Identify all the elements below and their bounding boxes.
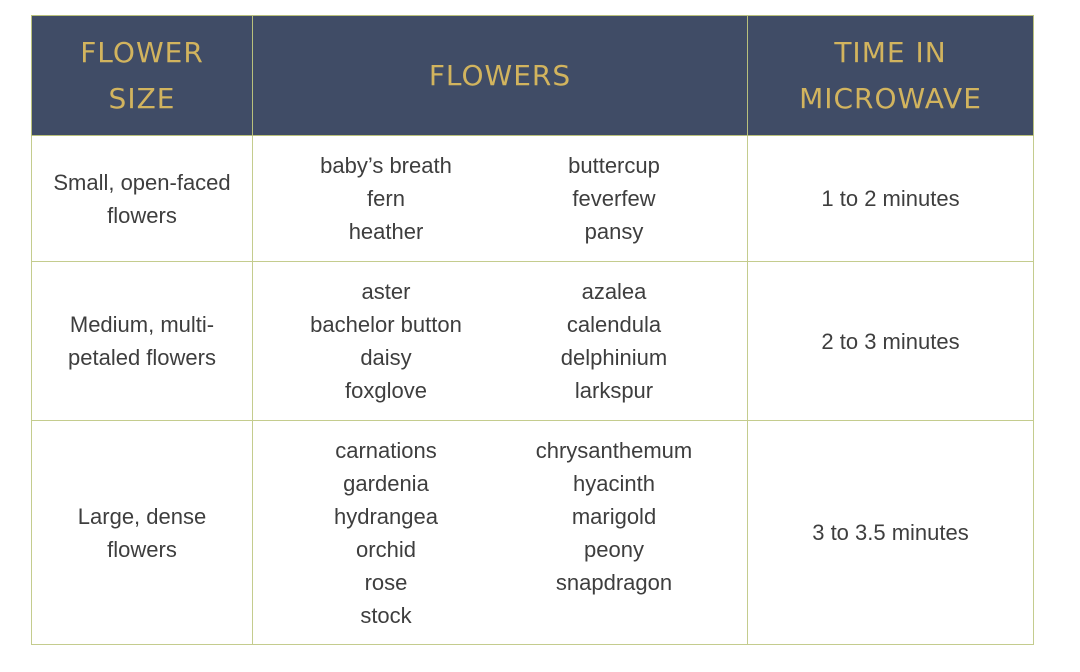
time-value: 1 to 2 minutes	[821, 186, 960, 211]
header-flowers	[253, 16, 748, 136]
size-label	[32, 308, 252, 374]
flower-drying-table	[31, 15, 1034, 645]
size-label	[32, 166, 252, 232]
flower-name: chrysanthemum	[535, 437, 693, 463]
flower-list-right	[500, 149, 728, 248]
flower-name: carnations	[335, 437, 437, 463]
table-header	[32, 16, 1034, 136]
header-row	[32, 16, 1034, 136]
time-cell	[748, 262, 1034, 421]
size-cell	[32, 136, 253, 262]
flower-name: snapdragon	[555, 569, 673, 595]
flower-name: rose	[364, 569, 408, 595]
flower-name: peony	[584, 536, 644, 562]
header-flower-size-line-1: FLOWER	[80, 35, 204, 69]
size-cell	[32, 421, 253, 645]
flower-name: larkspur	[574, 378, 654, 403]
flower-list-left	[272, 149, 500, 248]
flower-name: hydrangea	[334, 503, 438, 529]
flower-list-right	[500, 275, 728, 407]
flower-name: baby’s breath	[320, 153, 452, 178]
header-time-in-microwave	[748, 16, 1034, 136]
flower-name: buttercup	[568, 153, 660, 178]
time-value: 3 to 3.5 minutes	[812, 520, 969, 545]
header-time-line-1: TIME IN	[834, 35, 947, 69]
size-label-line-2: flowers	[107, 536, 177, 562]
flower-name: gardenia	[343, 470, 429, 496]
flower-name: marigold	[571, 503, 657, 529]
flower-name: fern	[367, 186, 405, 211]
size-label-line-2: petaled flowers	[68, 345, 216, 370]
flower-name: azalea	[581, 279, 647, 304]
flower-name: daisy	[360, 345, 412, 370]
table-row	[32, 262, 1034, 421]
flower-name: heather	[348, 219, 424, 244]
flower-list-left	[272, 275, 500, 407]
table-row	[32, 421, 1034, 645]
time-cell	[748, 136, 1034, 262]
flower-columns	[253, 149, 747, 248]
size-label-line-2: flowers	[107, 202, 177, 228]
header-flower-size	[32, 16, 253, 136]
flower-name: orchid	[356, 536, 416, 562]
time-cell	[748, 421, 1034, 645]
flowers-cell	[253, 421, 748, 645]
size-cell	[32, 262, 253, 421]
flowers-cell	[253, 136, 748, 262]
flower-name: delphinium	[560, 345, 668, 370]
size-label	[32, 500, 252, 566]
flower-name: stock	[360, 602, 412, 628]
flower-name: calendula	[566, 312, 662, 337]
flower-name: hyacinth	[573, 470, 655, 496]
flower-name: feverfew	[572, 186, 656, 211]
table-row	[32, 136, 1034, 262]
flower-columns	[253, 275, 747, 407]
flower-name: pansy	[584, 219, 644, 244]
size-label-line-1: Large, dense	[77, 503, 207, 529]
flower-name: aster	[361, 279, 411, 304]
size-label-line-1: Small, open-faced	[53, 169, 231, 195]
header-flowers-label: FLOWERS	[428, 58, 572, 92]
size-label-line-1: Medium, multi-	[69, 312, 215, 337]
table-body	[32, 136, 1034, 645]
flower-name: foxglove	[345, 378, 427, 403]
flowers-cell	[253, 262, 748, 421]
header-flower-size-line-2: SIZE	[108, 81, 176, 115]
header-time-line-2: MICROWAVE	[799, 81, 982, 115]
time-value: 2 to 3 minutes	[821, 328, 960, 354]
flower-columns	[253, 434, 747, 632]
flower-list-right	[500, 434, 728, 599]
flower-list-left	[272, 434, 500, 632]
flower-name: bachelor button	[310, 312, 462, 337]
